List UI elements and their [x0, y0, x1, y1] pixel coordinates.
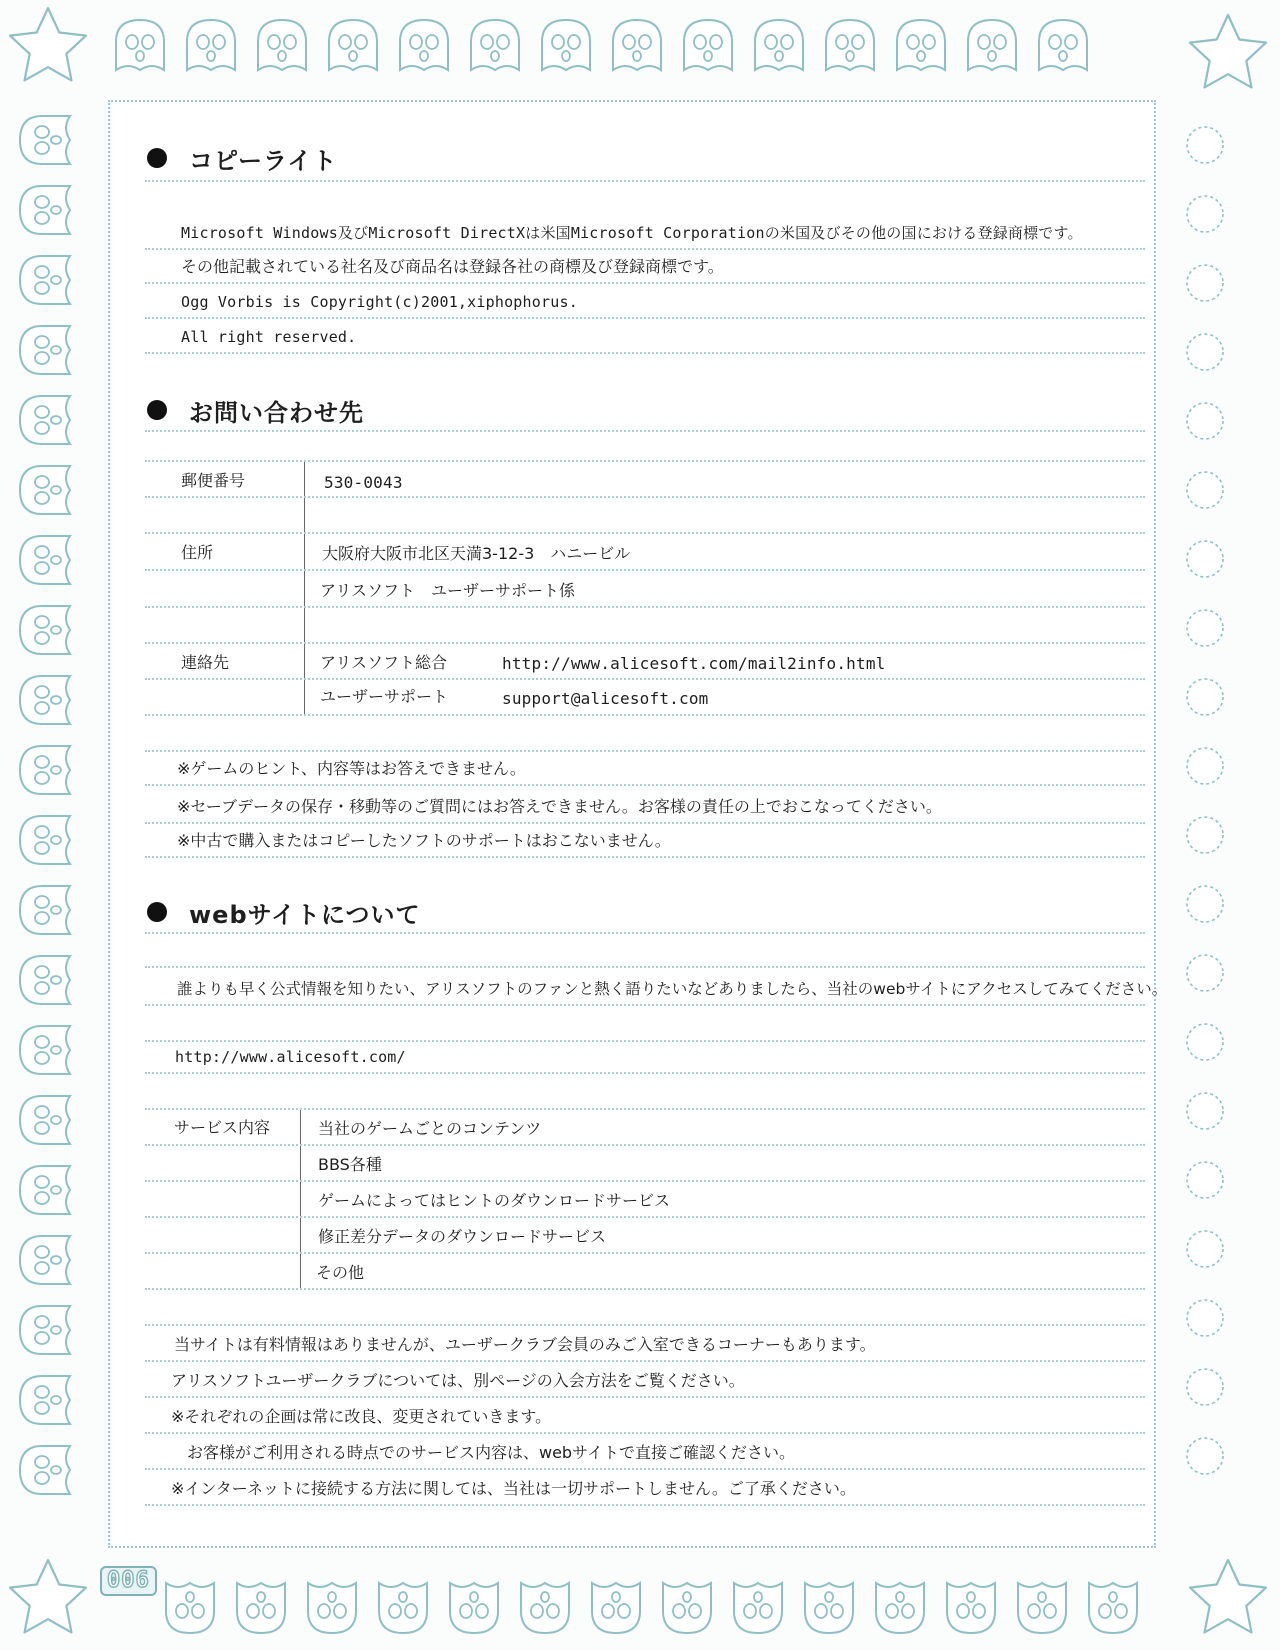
- address-line-2: アリスソフト ユーザーサポート係: [320, 581, 576, 600]
- website-note-2: アリスソフトユーザークラブについては、別ページの入会方法をご覧ください。: [145, 1364, 1145, 1398]
- divider: [145, 966, 1145, 968]
- contact-title: お問い合わせ先: [189, 398, 364, 427]
- postal-label: 郵便番号: [181, 471, 246, 490]
- bullet-icon: [147, 400, 167, 420]
- website-note-4: お客様がご利用される時点でのサービス内容は、webサイトで直接ご確認ください。: [145, 1436, 1145, 1470]
- divider: [145, 932, 1145, 934]
- contact-name-2: ユーザーサポート: [320, 687, 449, 706]
- service-item-2: BBS各種: [318, 1155, 382, 1174]
- copyright-line-1: Microsoft Windows及びMicrosoft DirectXは米国Microsoft Corporationの米国及びその他の国における登録商標です。: [145, 216, 1145, 250]
- copyright-heading: [145, 138, 1145, 178]
- divider: [145, 180, 1145, 182]
- divider: [145, 532, 1145, 534]
- contact-name-1: アリスソフト総合: [320, 653, 448, 672]
- contact-note-2: ※セーブデータの保存・移動等のご質問にはお答えできません。お客様の責任の上でおこなってください。: [145, 790, 1145, 824]
- divider: [145, 678, 1145, 680]
- divider: [145, 606, 1145, 608]
- service-item-5: その他: [316, 1263, 365, 1282]
- copyright-line-4: All right reserved.: [145, 320, 1145, 354]
- service-item-1: 当社のゲームごとのコンテンツ: [318, 1119, 542, 1138]
- contact-note-3: ※中古で購入またはコピーしたソフトのサポートはおこないません。: [145, 824, 1145, 858]
- website-url[interactable]: http://www.alicesoft.com/: [145, 1040, 1145, 1074]
- website-heading: [145, 892, 1145, 932]
- website-note-5: ※インターネットに接続する方法に関しては、当社は一切サポートしません。ご了承ください。: [145, 1472, 1145, 1506]
- contact-label: 連絡先: [181, 653, 230, 672]
- table-separator: [304, 462, 305, 714]
- divider: [145, 1252, 1145, 1254]
- services-label: サービス内容: [174, 1118, 271, 1137]
- address-line-1: 大阪府大阪市北区天満3-12-3 ハニービル: [322, 544, 631, 563]
- divider: [145, 1324, 1145, 1326]
- postal-value: 530-0043: [324, 473, 403, 492]
- service-item-4: 修正差分データのダウンロードサービス: [318, 1227, 607, 1246]
- contact-link-1[interactable]: http://www.alicesoft.com/mail2info.html: [502, 654, 886, 673]
- divider: [145, 460, 1145, 462]
- divider: [145, 1108, 1145, 1110]
- divider: [145, 642, 1145, 644]
- divider: [145, 1180, 1145, 1182]
- divider: [145, 430, 1145, 432]
- website-note-1: 当サイトは有料情報はありませんが、ユーザークラブ会員のみご入室できるコーナーもあります。: [145, 1328, 1145, 1362]
- bullet-icon: [147, 902, 167, 922]
- divider: [145, 1216, 1145, 1218]
- contact-heading: [145, 390, 1145, 430]
- copyright-title: コピーライト: [189, 146, 338, 175]
- divider: [145, 496, 1145, 498]
- bullet-icon: [147, 148, 167, 168]
- website-intro: 誰よりも早く公式情報を知りたい、アリスソフトのファンと熱く語りたいなどありましたら、当社のwebサイトにアクセスしてみてください。: [145, 972, 1145, 1006]
- divider: [145, 714, 1145, 716]
- website-note-3: ※それぞれの企画は常に改良、変更されていきます。: [145, 1400, 1145, 1434]
- divider: [145, 569, 1145, 571]
- divider: [145, 1144, 1145, 1146]
- page-number: 006: [100, 1566, 157, 1596]
- contact-note-1: ※ゲームのヒント、内容等はお答えできません。: [145, 752, 1145, 786]
- service-item-3: ゲームによってはヒントのダウンロードサービス: [318, 1191, 671, 1210]
- contact-link-2[interactable]: support@alicesoft.com: [502, 689, 709, 708]
- website-title: webサイトについて: [189, 900, 421, 929]
- address-label: 住所: [181, 543, 214, 562]
- copyright-line-3: Ogg Vorbis is Copyright(c)2001,xiphophorus.: [145, 285, 1145, 319]
- divider: [145, 1288, 1145, 1290]
- table-separator: [300, 1110, 301, 1290]
- copyright-line-2: その他記載されている社名及び商品名は登録各社の商標及び登録商標です。: [145, 250, 1145, 284]
